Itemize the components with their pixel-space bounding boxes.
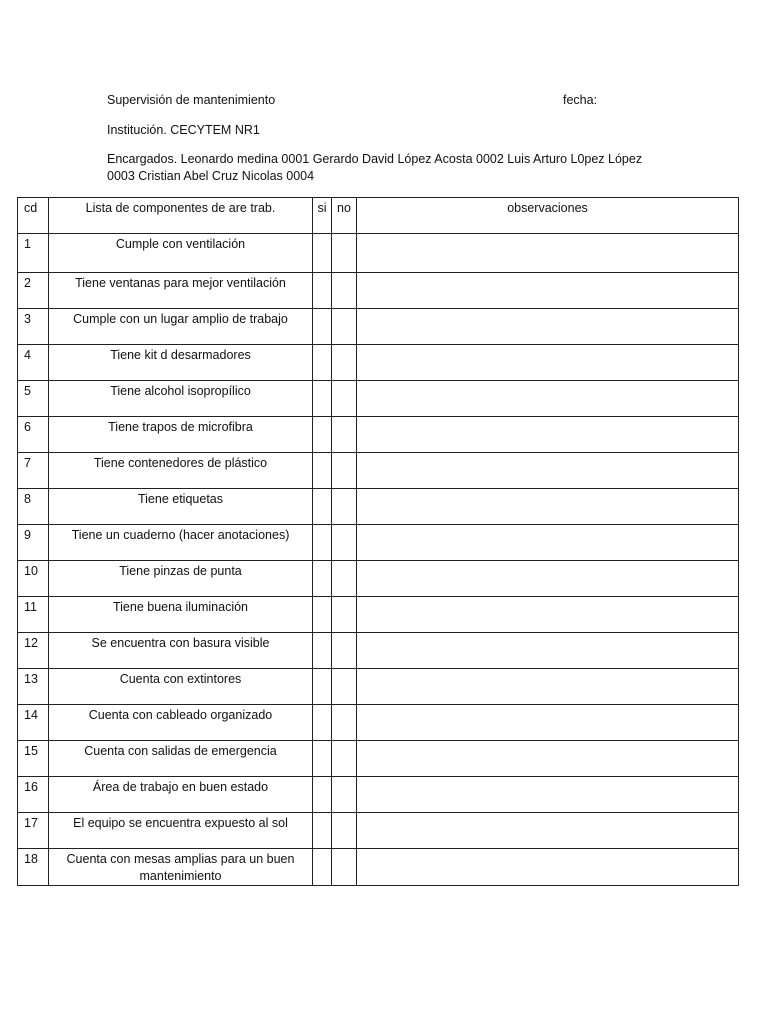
row-item: Cuenta con cableado organizado xyxy=(49,705,313,741)
row-observations-cell[interactable] xyxy=(357,813,739,849)
row-item: Tiene pinzas de punta xyxy=(49,561,313,597)
row-no-cell[interactable] xyxy=(332,633,357,669)
row-item: Tiene ventanas para mejor ventilación xyxy=(49,273,313,309)
row-si-cell[interactable] xyxy=(313,705,332,741)
row-item: Tiene contenedores de plástico xyxy=(49,453,313,489)
row-item: Cuenta con salidas de emergencia xyxy=(49,741,313,777)
table-row xyxy=(18,345,739,381)
row-si-cell[interactable] xyxy=(313,561,332,597)
row-item: Cuenta con extintores xyxy=(49,669,313,705)
row-si-cell[interactable] xyxy=(313,633,332,669)
row-cd: 18 xyxy=(18,849,49,886)
header-no: no xyxy=(332,198,357,234)
row-observations-cell[interactable] xyxy=(357,381,739,417)
row-cd: 13 xyxy=(18,669,49,705)
row-no-cell[interactable] xyxy=(332,669,357,705)
document-title: Supervisión de mantenimiento xyxy=(107,93,276,107)
table-row xyxy=(18,633,739,669)
row-si-cell[interactable] xyxy=(313,234,332,273)
table-row xyxy=(18,381,739,417)
row-no-cell[interactable] xyxy=(332,705,357,741)
table-row xyxy=(18,597,739,633)
row-no-cell[interactable] xyxy=(332,741,357,777)
row-observations-cell[interactable] xyxy=(357,453,739,489)
row-cd: 8 xyxy=(18,489,49,525)
row-no-cell[interactable] xyxy=(332,597,357,633)
row-observations-cell[interactable] xyxy=(357,345,739,381)
table-row xyxy=(18,705,739,741)
table-row xyxy=(18,561,739,597)
row-si-cell[interactable] xyxy=(313,849,332,886)
table-row xyxy=(18,489,739,525)
row-no-cell[interactable] xyxy=(332,525,357,561)
row-observations-cell[interactable] xyxy=(357,597,739,633)
row-no-cell[interactable] xyxy=(332,234,357,273)
row-cd: 12 xyxy=(18,633,49,669)
row-cd: 7 xyxy=(18,453,49,489)
row-item: Cumple con ventilación xyxy=(49,234,313,273)
row-item: Tiene alcohol isopropílico xyxy=(49,381,313,417)
table-row xyxy=(18,741,739,777)
header-observations: observaciones xyxy=(357,198,739,234)
row-cd: 3 xyxy=(18,309,49,345)
institution-line: Institución. CECYTEM NR1 xyxy=(107,123,260,137)
row-item: Tiene trapos de microfibra xyxy=(49,417,313,453)
row-no-cell[interactable] xyxy=(332,273,357,309)
row-si-cell[interactable] xyxy=(313,525,332,561)
row-observations-cell[interactable] xyxy=(357,633,739,669)
date-label: fecha: xyxy=(563,93,598,107)
row-si-cell[interactable] xyxy=(313,273,332,309)
row-cd: 14 xyxy=(18,705,49,741)
row-item: El equipo se encuentra expuesto al sol xyxy=(49,813,313,849)
row-cd: 16 xyxy=(18,777,49,813)
row-no-cell[interactable] xyxy=(332,309,357,345)
row-item: Se encuentra con basura visible xyxy=(49,633,313,669)
row-si-cell[interactable] xyxy=(313,345,332,381)
row-item: Tiene kit d desarmadores xyxy=(49,345,313,381)
row-observations-cell[interactable] xyxy=(357,777,739,813)
table-row xyxy=(18,309,739,345)
row-si-cell[interactable] xyxy=(313,489,332,525)
row-si-cell[interactable] xyxy=(313,453,332,489)
row-no-cell[interactable] xyxy=(332,453,357,489)
row-si-cell[interactable] xyxy=(313,741,332,777)
row-observations-cell[interactable] xyxy=(357,234,739,273)
row-cd: 10 xyxy=(18,561,49,597)
row-item: Área de trabajo en buen estado xyxy=(49,777,313,813)
row-observations-cell[interactable] xyxy=(357,741,739,777)
row-cd: 11 xyxy=(18,597,49,633)
table-header-row xyxy=(18,198,739,234)
row-cd: 6 xyxy=(18,417,49,453)
row-observations-cell[interactable] xyxy=(357,525,739,561)
row-item: Tiene un cuaderno (hacer anotaciones) xyxy=(49,525,313,561)
header-si: si xyxy=(313,198,332,234)
table-row xyxy=(18,417,739,453)
row-si-cell[interactable] xyxy=(313,597,332,633)
row-cd: 5 xyxy=(18,381,49,417)
managers-line: Encargados. Leonardo medina 0001 Gerardo David López Acosta 0002 Luis Arturo L0pez López 0003 Cristian Abel Cruz Nicolas 0004 xyxy=(107,152,643,183)
row-no-cell[interactable] xyxy=(332,813,357,849)
row-item: Tiene etiquetas xyxy=(49,489,313,525)
row-si-cell[interactable] xyxy=(313,813,332,849)
row-cd: 2 xyxy=(18,273,49,309)
row-si-cell[interactable] xyxy=(313,309,332,345)
row-observations-cell[interactable] xyxy=(357,417,739,453)
header-list: Lista de componentes de are trab. xyxy=(49,198,313,234)
table-row xyxy=(18,273,739,309)
table-row xyxy=(18,525,739,561)
row-observations-cell[interactable] xyxy=(357,561,739,597)
row-si-cell[interactable] xyxy=(313,777,332,813)
row-no-cell[interactable] xyxy=(332,489,357,525)
row-cd: 4 xyxy=(18,345,49,381)
row-observations-cell[interactable] xyxy=(357,669,739,705)
row-item: Cuenta con mesas amplias para un buen mantenimiento xyxy=(49,849,313,886)
row-cd: 1 xyxy=(18,234,49,273)
table-row xyxy=(18,849,739,886)
row-si-cell[interactable] xyxy=(313,417,332,453)
table-row xyxy=(18,234,739,273)
header-cd: cd xyxy=(18,198,49,234)
row-si-cell[interactable] xyxy=(313,669,332,705)
row-cd: 9 xyxy=(18,525,49,561)
table-row xyxy=(18,453,739,489)
row-observations-cell[interactable] xyxy=(357,489,739,525)
row-cd: 15 xyxy=(18,741,49,777)
row-observations-cell[interactable] xyxy=(357,849,739,886)
row-cd: 17 xyxy=(18,813,49,849)
row-no-cell[interactable] xyxy=(332,561,357,597)
row-no-cell[interactable] xyxy=(332,417,357,453)
row-no-cell[interactable] xyxy=(332,381,357,417)
row-observations-cell[interactable] xyxy=(357,705,739,741)
row-no-cell[interactable] xyxy=(332,849,357,886)
row-si-cell[interactable] xyxy=(313,381,332,417)
row-no-cell[interactable] xyxy=(332,345,357,381)
table-row xyxy=(18,669,739,705)
table-row xyxy=(18,813,739,849)
row-observations-cell[interactable] xyxy=(357,273,739,309)
row-item: Cumple con un lugar amplio de trabajo xyxy=(49,309,313,345)
table-row xyxy=(18,777,739,813)
row-observations-cell[interactable] xyxy=(357,309,739,345)
row-item: Tiene buena iluminación xyxy=(49,597,313,633)
checklist-table xyxy=(17,197,739,886)
row-no-cell[interactable] xyxy=(332,777,357,813)
